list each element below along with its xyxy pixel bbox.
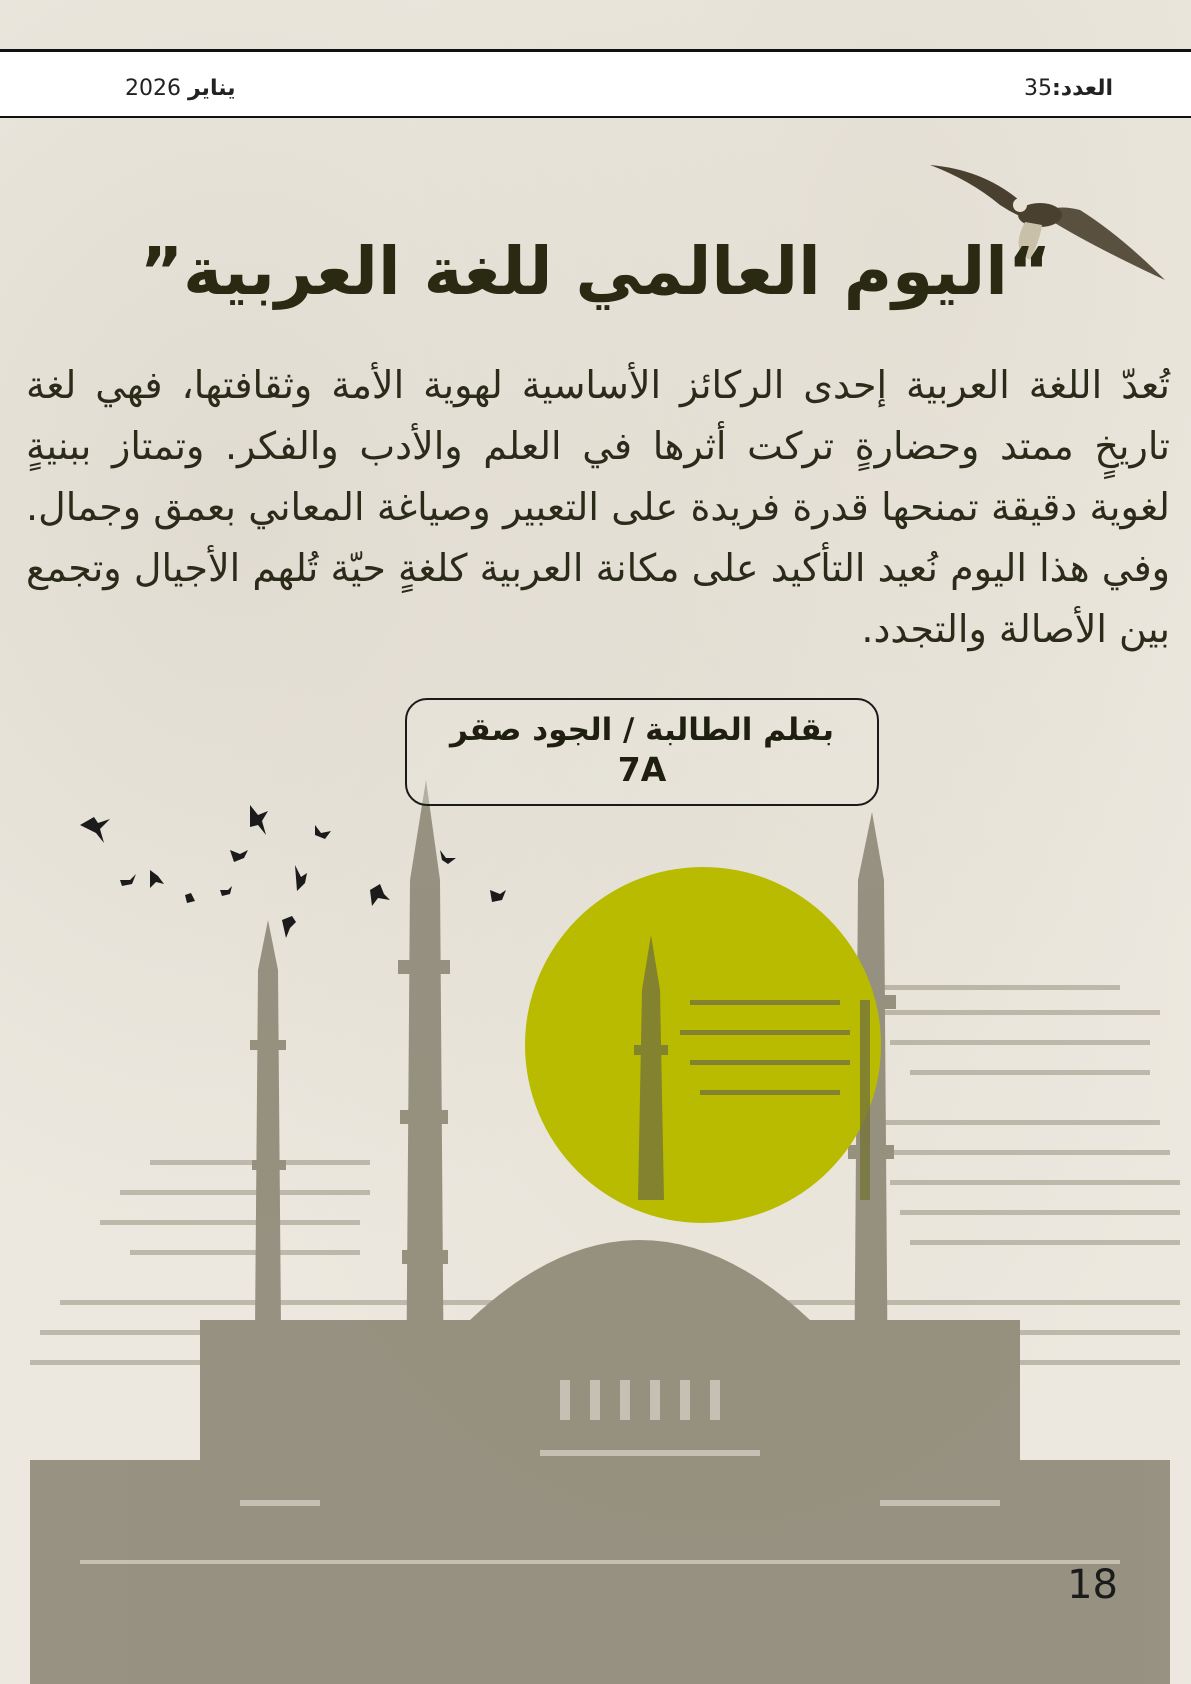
issue-number xyxy=(1024,76,1113,101)
date-year: 2026 xyxy=(125,76,181,101)
article-title: “اليوم العالمي للغة العربية” xyxy=(139,233,1052,310)
header-band xyxy=(0,49,1191,118)
byline-box xyxy=(405,698,879,806)
issue-value: 35 xyxy=(1023,76,1052,101)
page-number: 18 xyxy=(1067,1562,1118,1608)
birds-flock-illustration xyxy=(70,800,530,950)
date-month: يناير xyxy=(188,76,236,101)
issue-date xyxy=(125,76,235,101)
article-body: تُعدّ اللغة العربية إحدى الركائز الأساسية لهوية الأمة وثقافتها، فهي لغة تاريخٍ ممتد وحضارةٍ تركت أثرها في العلم والأدب والفكر. وتمتاز ببنيةٍ لغوية دقيقة تمنحها قدرة فريدة على التعبير وصياغة المعاني بعمق وجمال. وفي هذا اليوم نُعيد التأكيد على مكانة العربية كلغةٍ حيّة تُلهم الأجيال وتجمع بين الأصالة والتجدد. xyxy=(26,363,1170,651)
byline-author: بقلم الطالبة / الجود صقر xyxy=(449,712,835,748)
byline-class: 7A xyxy=(617,750,667,789)
sun-circle xyxy=(525,867,881,1223)
issue-label: العدد: xyxy=(1051,76,1113,101)
